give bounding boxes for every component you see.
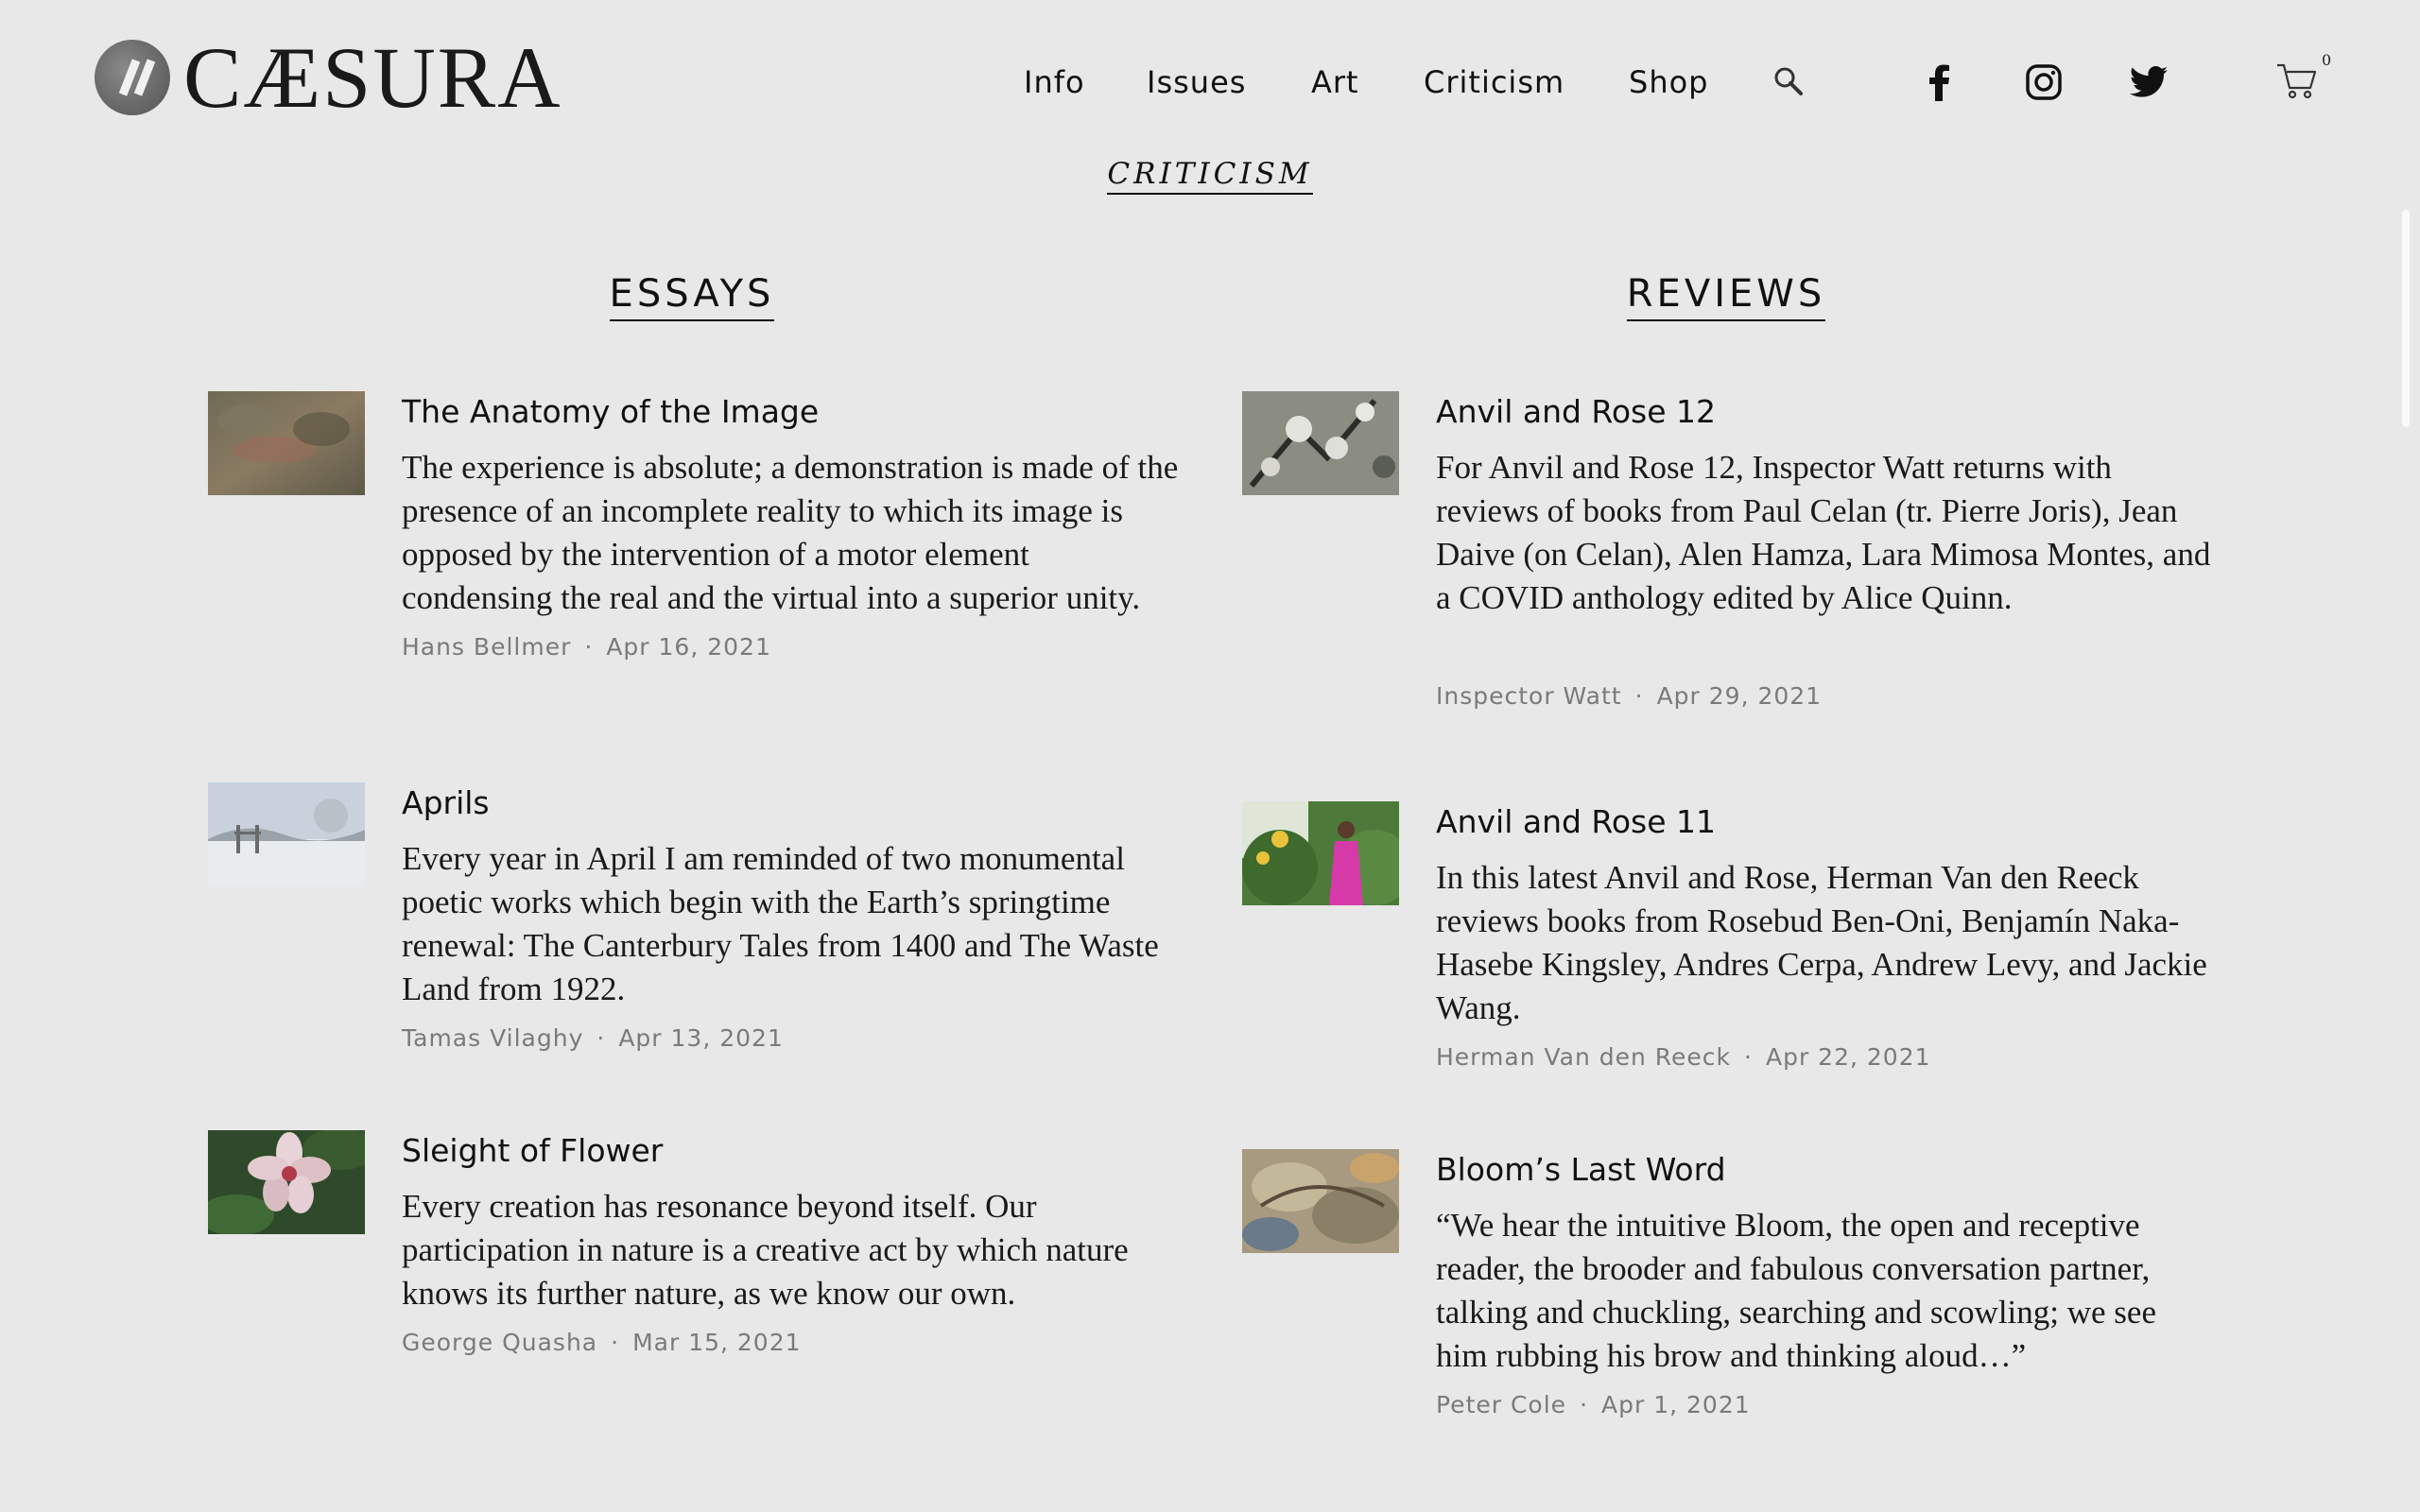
essay-excerpt: The experience is absolute; a demonstration is made of the presence of an incomplete reality to which its image is opposed by the intervention of a motor element condensing the real and the virtual into a superior unity. — [402, 449, 1179, 616]
essay-author: Hans Bellmer — [402, 633, 572, 661]
review-title[interactable]: Anvil and Rose 11 — [1436, 803, 1717, 840]
search-icon[interactable] — [1772, 64, 1806, 98]
essays-heading — [492, 272, 892, 316]
logo-mark-icon — [95, 40, 170, 115]
review-date: Apr 29, 2021 — [1656, 682, 1823, 710]
meta-separator: · — [611, 1329, 620, 1356]
nav-shop[interactable]: Shop — [1629, 64, 1709, 100]
review-excerpt: In this latest Anvil and Rose, Herman Van den Reeck reviews books from Rosebud Ben-Oni, Benjamín Naka-Hasebe Kingsley, Andres Cerpa, Andrew Levy, and Jackie Wang. — [1436, 859, 2207, 1026]
nav-info[interactable]: Info — [1024, 64, 1085, 100]
facebook-icon[interactable] — [1923, 62, 1957, 102]
review-thumbnail[interactable] — [1242, 801, 1399, 905]
review-title[interactable]: Bloom’s Last Word — [1436, 1151, 1726, 1188]
essay-excerpt: Every year in April I am reminded of two monumental poetic works which begin with the Earth’s springtime renewal: The Canterbury Tales from 1400 and The Waste Land from 1922. — [402, 840, 1159, 1007]
essay-thumbnail[interactable] — [208, 782, 365, 886]
essays-heading-link[interactable]: ESSAYS — [610, 272, 775, 321]
meta-separator: · — [596, 1024, 606, 1052]
review-author: Peter Cole — [1436, 1391, 1567, 1418]
logo-text: CÆSURA — [183, 29, 562, 126]
instagram-icon[interactable] — [2025, 63, 2063, 101]
cart-icon[interactable] — [2274, 60, 2320, 100]
essay-thumbnail[interactable] — [208, 1130, 365, 1234]
meta-separator: · — [584, 633, 594, 661]
twitter-icon[interactable] — [2129, 64, 2169, 100]
essay-title[interactable]: Sleight of Flower — [402, 1132, 664, 1169]
review-thumbnail[interactable] — [1242, 1149, 1399, 1253]
essay-meta — [402, 633, 1182, 661]
essay-author: George Quasha — [402, 1329, 598, 1356]
review-excerpt: For Anvil and Rose 12, Inspector Watt returns with reviews of books from Paul Celan (tr. Pierre Joris), Jean Daive (on Celan), Alen Hamza, Lara Mimosa Montes, and a COVID anthology edited by Alice Quinn. — [1436, 449, 2211, 616]
review-author: Herman Van den Reeck — [1436, 1043, 1732, 1071]
nav-criticism[interactable]: Criticism — [1424, 64, 1565, 100]
page-title — [0, 157, 2420, 191]
essay-title[interactable]: Aprils — [402, 784, 490, 821]
reviews-heading — [1526, 272, 1927, 316]
reviews-heading-link[interactable]: REVIEWS — [1627, 272, 1825, 321]
review-meta — [1436, 1043, 2216, 1071]
essay-date: Mar 15, 2021 — [632, 1329, 802, 1356]
review-meta — [1436, 1391, 2216, 1418]
review-date: Apr 22, 2021 — [1765, 1043, 1931, 1071]
section-title-link[interactable]: CRITICISM — [1107, 157, 1312, 195]
review-excerpt: “We hear the intuitive Bloom, the open and receptive reader, the brooder and fabulous conversation partner, talking and chuckling, searching and scowling; we see him rubbing his brow and thinking aloud…” — [1436, 1207, 2157, 1374]
review-date: Apr 1, 2021 — [1601, 1391, 1751, 1418]
essay-author: Tamas Vilaghy — [402, 1024, 584, 1052]
essay-date: Apr 13, 2021 — [618, 1024, 784, 1052]
essay-meta — [402, 1024, 1182, 1052]
site-logo[interactable] — [95, 29, 562, 126]
review-title[interactable]: Anvil and Rose 12 — [1436, 393, 1717, 430]
essay-title[interactable]: The Anatomy of the Image — [402, 393, 820, 430]
meta-separator: · — [1744, 1043, 1753, 1071]
page-scrollbar[interactable] — [2402, 210, 2410, 427]
meta-separator: · — [1580, 1391, 1589, 1418]
review-meta — [1436, 682, 2216, 710]
nav-art[interactable]: Art — [1311, 64, 1359, 100]
cart-count-badge: 0 — [2322, 51, 2332, 69]
review-thumbnail[interactable] — [1242, 391, 1399, 495]
review-author: Inspector Watt — [1436, 682, 1622, 710]
essay-meta — [402, 1329, 1182, 1356]
essay-thumbnail[interactable] — [208, 391, 365, 495]
essay-excerpt: Every creation has resonance beyond itself. Our participation in nature is a creative act by which nature knows its further nature, as we know our own. — [402, 1188, 1129, 1312]
essay-date: Apr 16, 2021 — [606, 633, 771, 661]
meta-separator: · — [1634, 682, 1644, 710]
nav-issues[interactable]: Issues — [1147, 64, 1247, 100]
site-header — [0, 0, 2420, 142]
